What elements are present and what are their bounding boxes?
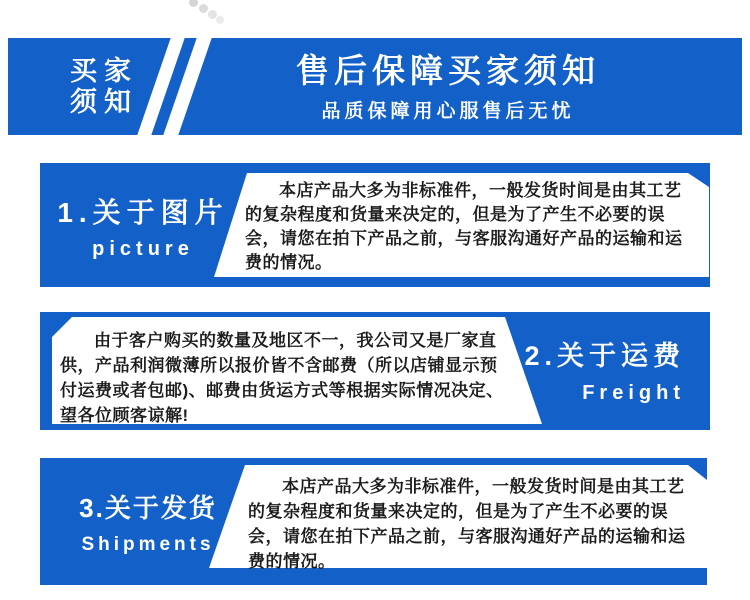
section-shipments-title: 3.关于发货: [79, 493, 217, 523]
section-shipments-label: [58, 488, 238, 556]
decorative-dot-icon: [189, 0, 198, 7]
page-title: 售后保障买家须知: [296, 52, 600, 89]
section-freight-subtitle-en: Freight: [582, 382, 685, 404]
section-picture-label: [48, 191, 238, 261]
header-banner: [8, 38, 742, 135]
section-picture-text: 本店产品大多为非标准件，一般发货时间是由其工艺的复杂程度和货量来决定的，但是为了产生不必要的误会，请您在拍下产品之前，与客服沟通好产品的运输和运费的情况。: [245, 181, 683, 272]
badge-line2: 须知: [70, 87, 138, 117]
section-shipments-text: 本店产品大多为非标准件，一般发货时间是由其工艺的复杂程度和货量来决定的，但是为了产生不必要的误会，请您在拍下产品之前，与客服沟通好产品的运输和运费的情况。: [248, 477, 686, 571]
section-shipments: [40, 458, 707, 585]
badge-line1: 买家: [70, 56, 138, 86]
section-picture-subtitle-en: picture: [92, 238, 194, 260]
decorative-dot-icon: [199, 4, 208, 13]
section-picture-title: 1.关于图片: [57, 197, 229, 228]
section-shipments-subtitle-en: Shipments: [81, 534, 215, 555]
header-title-group: [268, 52, 628, 123]
section-freight-text: 由于客户购买的数量及地区不一，我公司又是厂家直供，产品利润微薄所以报价皆不含邮费（所以店铺显示预付运费或者包邮)、邮费由货运方式等根据实际情况决定、望各位顾客谅解!: [60, 331, 504, 425]
page-subtitle: 品质保障用心服售后无忧: [321, 101, 575, 122]
buyer-notice-badge: [46, 56, 162, 118]
section-picture: [40, 163, 710, 287]
section-freight-title: 2.关于运费: [524, 341, 685, 371]
decorative-dot-icon: [216, 16, 224, 24]
section-freight: [40, 312, 710, 430]
section-freight-label: [495, 334, 695, 405]
